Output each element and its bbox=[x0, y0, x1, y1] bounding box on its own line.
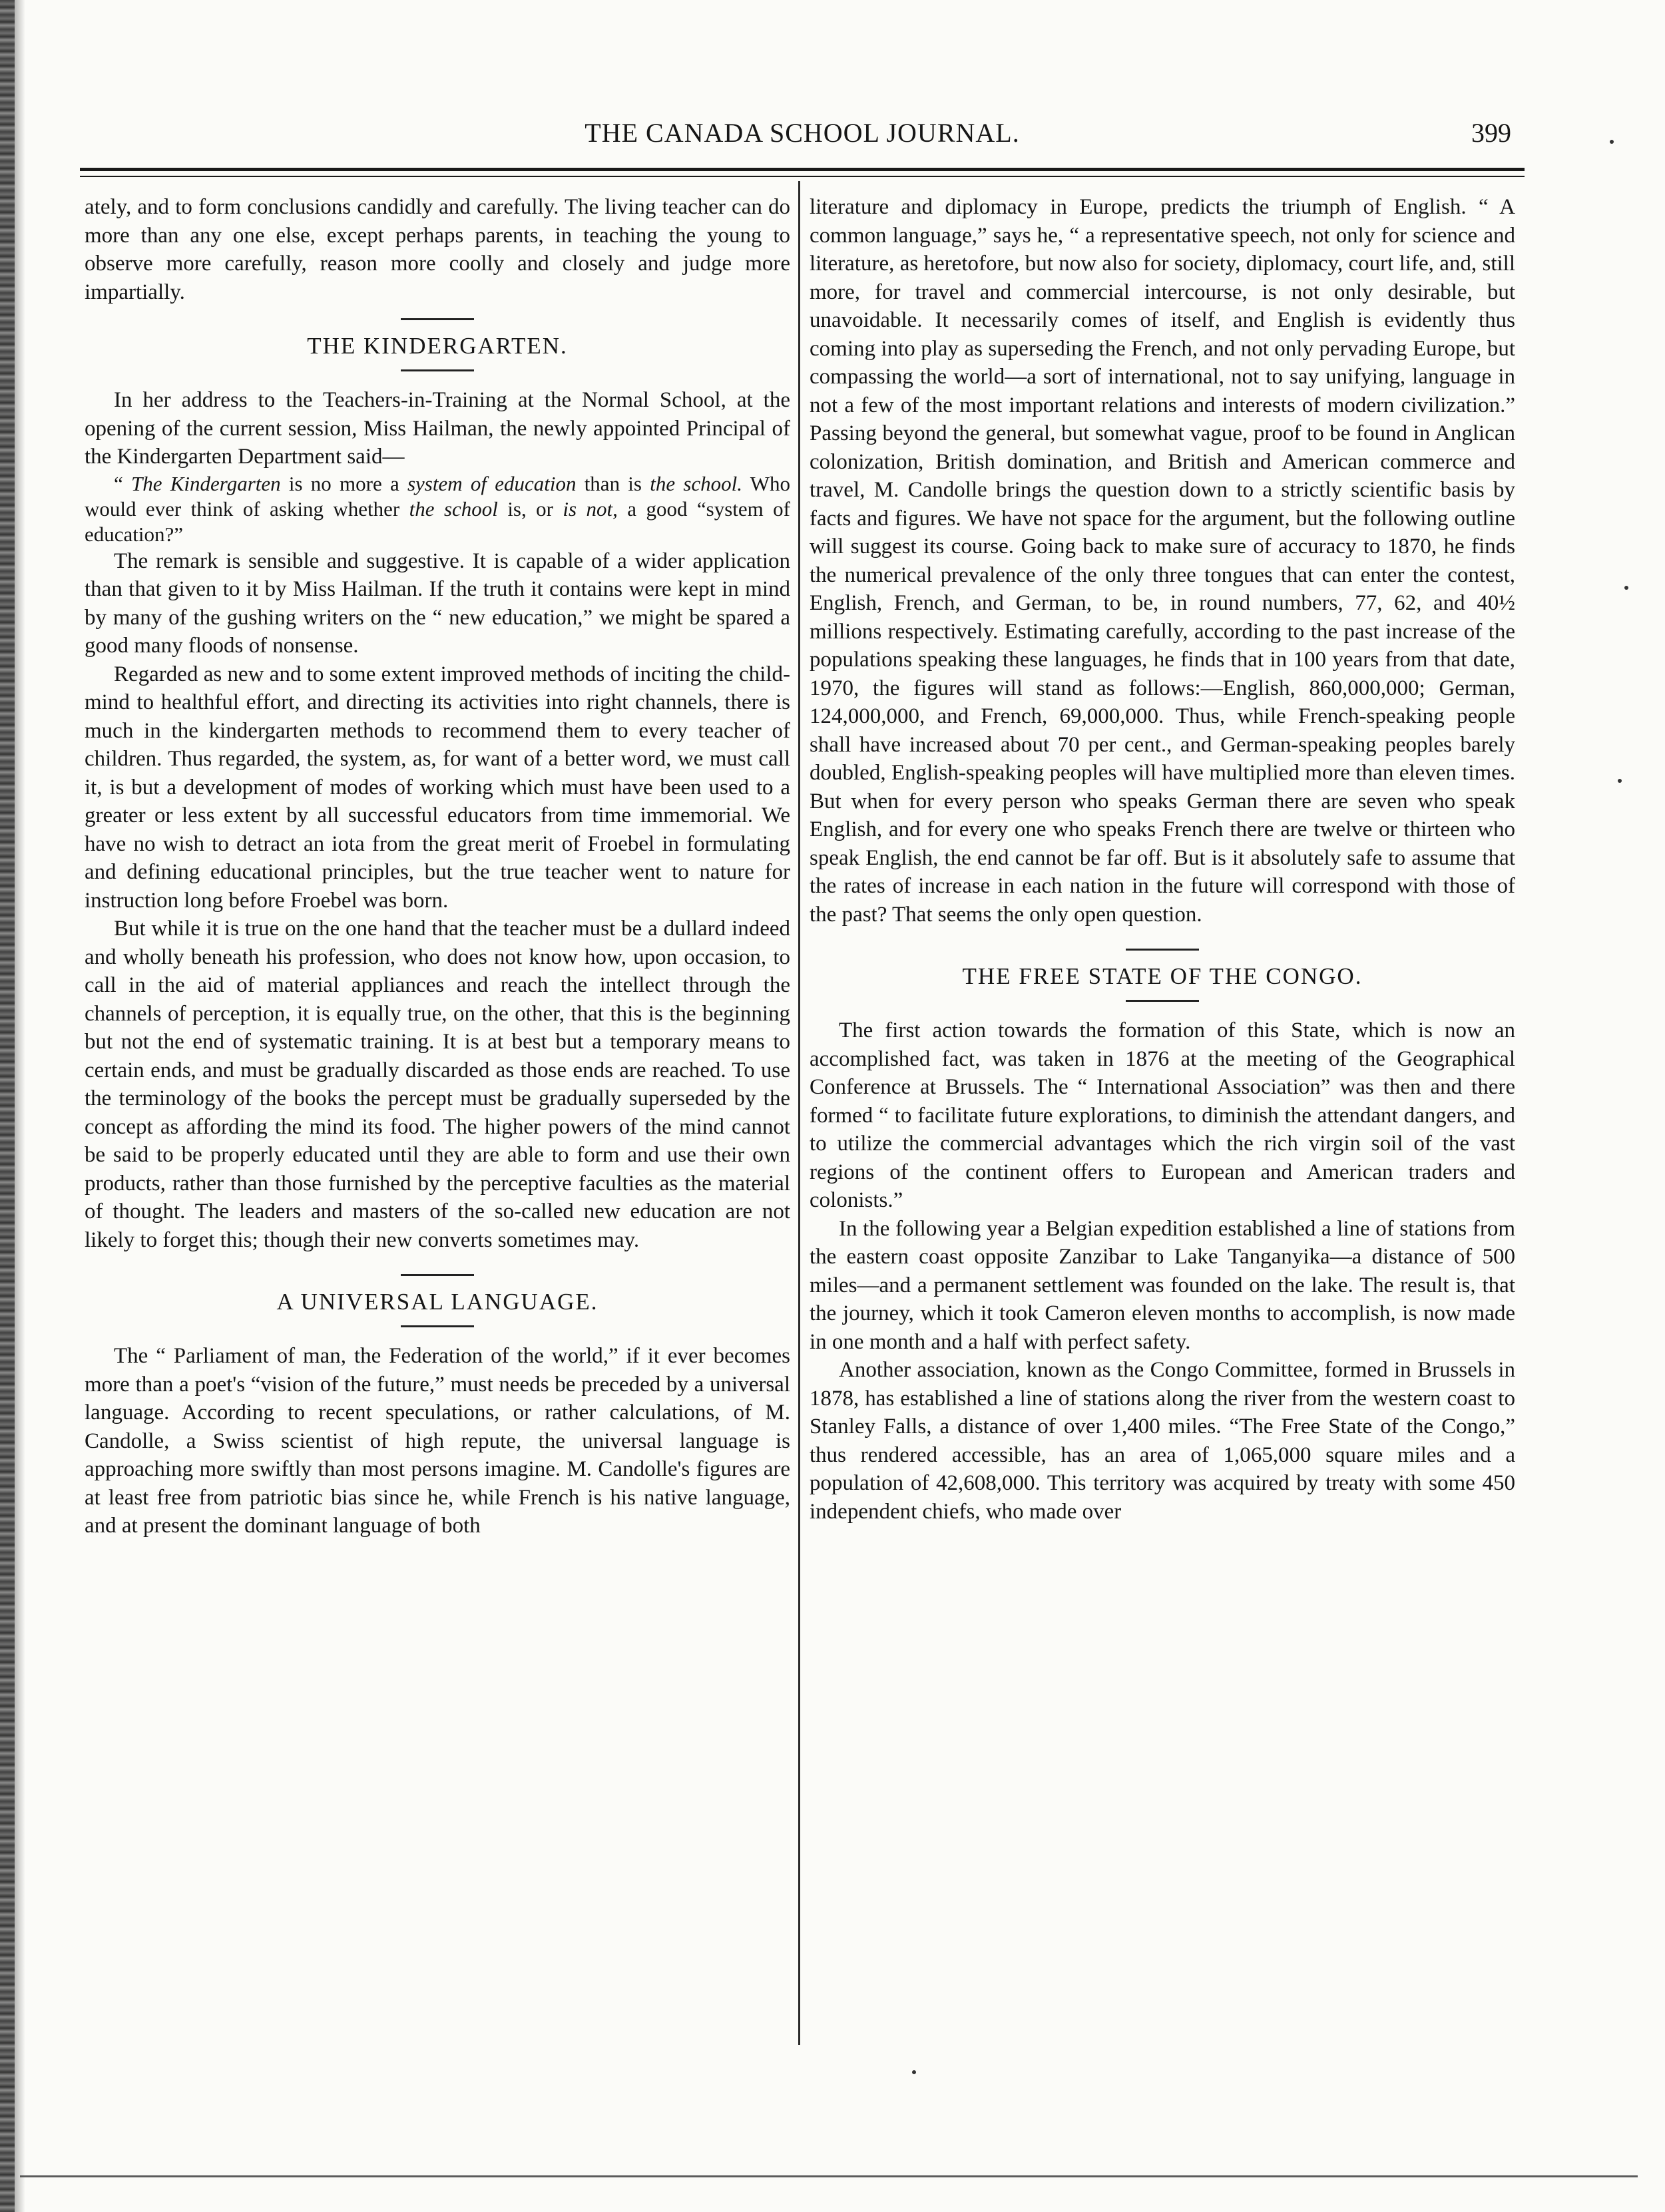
body-paragraph: The “ Parliament of man, the Federation of the world,” if it ever becomes more than a poet's “vision of the future,” must needs be preceded by a universal language. According to recent speculations, or rather calculations, of M. Candolle, a Swiss scientist of high repute, the universal language is approaching more swiftly than most persons imagine. M. Candolle's figures are at least free from patriotic bias since he, while French is his native language, and at present the dominant language of both bbox=[85, 1344, 790, 1538]
right-column bbox=[810, 193, 1515, 1526]
section-separator bbox=[1126, 949, 1199, 951]
section-heading-universal-language: A UNIVERSAL LANGUAGE. bbox=[276, 1289, 598, 1315]
journal-title: THE CANADA SCHOOL JOURNAL. bbox=[585, 118, 1020, 148]
continued-paragraph: ately, and to form conclusions candidly and carefully. The living teacher can do more than any one else, except perhaps parents, in teaching the young to observe more carefully, reason more coolly and closely and judge more impartially. bbox=[85, 195, 790, 304]
section-heading-congo: THE FREE STATE OF THE CONGO. bbox=[962, 963, 1363, 989]
header-rule-thick bbox=[80, 168, 1525, 171]
ink-speck bbox=[1610, 140, 1614, 144]
section-heading-kindergarten: THE KINDERGARTEN. bbox=[307, 333, 568, 359]
binding-shadow bbox=[15, 0, 25, 2212]
bottom-edge-rule bbox=[20, 2175, 1638, 2177]
binding-edge bbox=[0, 0, 15, 2212]
running-header bbox=[80, 112, 1525, 158]
heading-underline bbox=[1126, 1000, 1199, 1002]
ink-speck bbox=[912, 2070, 916, 2074]
body-paragraph: In her address to the Teachers-in-Training at the Normal School, at the opening of the current session, Miss Hailman, the newly appointed Principal of the Kindergarten Department said— bbox=[85, 388, 790, 469]
block-quote: “ The Kindergarten is no more a system of education than is the school. Who would ever think of asking whether the school is, or is not, a good “system of education?” bbox=[85, 471, 790, 546]
section-separator bbox=[401, 1274, 474, 1276]
ink-speck bbox=[1618, 779, 1622, 783]
header-rule-thin bbox=[80, 176, 1525, 177]
left-column bbox=[85, 193, 790, 1540]
continued-paragraph: literature and diplomacy in Europe, predicts the triumph of English. “ A common language,” says he, “ a representative speech, not only for science and literature, as heretofore, but now also for society, diplomacy, court life, and, still more, for travel and commercial intercourse, is not only desirable, but unavoidable. It necessarily comes of itself, and English is evidently thus coming into play as superseding the French, and not only pervading Europe, but compassing the world—a sort of international, not to say unifying, language in not a few of the most important relations and interests of modern civilization.” Passing beyond the general, but somewhat vague, proof to be found in Anglican colonization, British domination, and British and American commerce and travel, M. Candolle brings the question down to a strictly scientific basis by facts and figures. We have not space for the argument, but the following outline will suggest its course. Going back to make sure of accuracy to 1870, he finds the numerical prevalence of the only three tongues that can enter the contest, English, French, and German, to be, in round numbers, 77, 62, and 40½ millions respectively. Estimating carefully, according to the past increase of the populations speaking these languages, he finds that in 100 years from that date, 1970, the figures will stand as follows:—English, 860,000,000; German, 124,000,000, and French, 69,000,000. Thus, while French-speaking people shall have increased about 70 per cent., and German-speaking peoples barely doubled, English-speaking peoples will have multiplied more than eleven times. But when for every person who speaks German there are seven who speak English, and for every one who speaks French there are twelve or thirteen who speak English, the end cannot be far off. But is it absolutely safe to assume that the rates of increase in each nation in the future will correspond with those of the past? That seems the only open question. bbox=[810, 195, 1515, 927]
body-paragraph: Another association, known as the Congo Committee, formed in Brussels in 1878, has established a line of stations along the river from the western coast to Stanley Falls, a distance of over 1,400 miles. “The Free State of the Congo,” thus rendered accessible, has an area of 1,065,000 square miles and a population of 42,608,000. This territory was acquired by treaty with some 450 independent chiefs, who made over bbox=[810, 1358, 1515, 1524]
body-paragraph: In the following year a Belgian expedition established a line of stations from the eastern coast opposite Zanzibar to Lake Tanganyika—a distance of 500 miles—and a permanent settlement was founded on the lake. The result is, that the journey, which it took Cameron eleven months to accomplish, is now made in one month and a half with perfect safety. bbox=[810, 1216, 1515, 1354]
heading-underline bbox=[401, 1325, 474, 1327]
body-paragraph: The remark is sensible and suggestive. It is capable of a wider application than that given to it by Miss Hailman. If the truth it contains were kept in mind by many of the gushing writers on the “ new education,” we might be spared a good many floods of nonsense. bbox=[85, 549, 790, 658]
page-number: 399 bbox=[1471, 118, 1511, 148]
section-separator bbox=[401, 318, 474, 320]
body-paragraph: The first action towards the formation of this State, which is now an accomplished fact, was taken in 1876 at the meeting of the Geographical Conference at Brussels. The “ International Association” was then and there formed “ to facilitate future explorations, to diminish the attendant dangers, and to utilize the commercial advantages which the rich virgin soil of the vast regions of the continent offers to European and American traders and colonists.” bbox=[810, 1018, 1515, 1212]
body-paragraph: But while it is true on the one hand that the teacher must be a dullard indeed and wholly beneath his profession, who does not know how, upon occasion, to call in the aid of material appliances and reach the intellect through the channels of perception, it is equally true, on the other, that this is the beginning but not the end of systematic training. It is at best but a temporary means to certain ends, and must be gradually discarded as those ends are reached. To use the terminology of the books the percept must be gradually superseded by the concept as affording the mind its food. The higher powers of the mind cannot be said to be properly educated until they are able to form and use their own products, rather than those furnished by the perceptive faculties as the material of thought. The leaders and masters of the so-called new education are not likely to forget this; though their new converts sometimes may. bbox=[85, 917, 790, 1252]
ink-speck bbox=[1624, 586, 1628, 590]
body-paragraph: Regarded as new and to some extent improved methods of inciting the child-mind to healthful effort, and directing its activities into right channels, there is much in the kindergarten methods to recommend them to every teacher of children. Thus regarded, the system, as, for want of a better word, we must call it, is but a development of modes of working which must have been used to a greater or less extent by all successful educators from time immemorial. We have no wish to detract an iota from the great merit of Froebel in formulating and defining educational principles, but the true teacher went to nature for instruction long before Froebel was born. bbox=[85, 662, 790, 913]
heading-underline bbox=[401, 369, 474, 371]
column-divider bbox=[798, 181, 800, 2045]
